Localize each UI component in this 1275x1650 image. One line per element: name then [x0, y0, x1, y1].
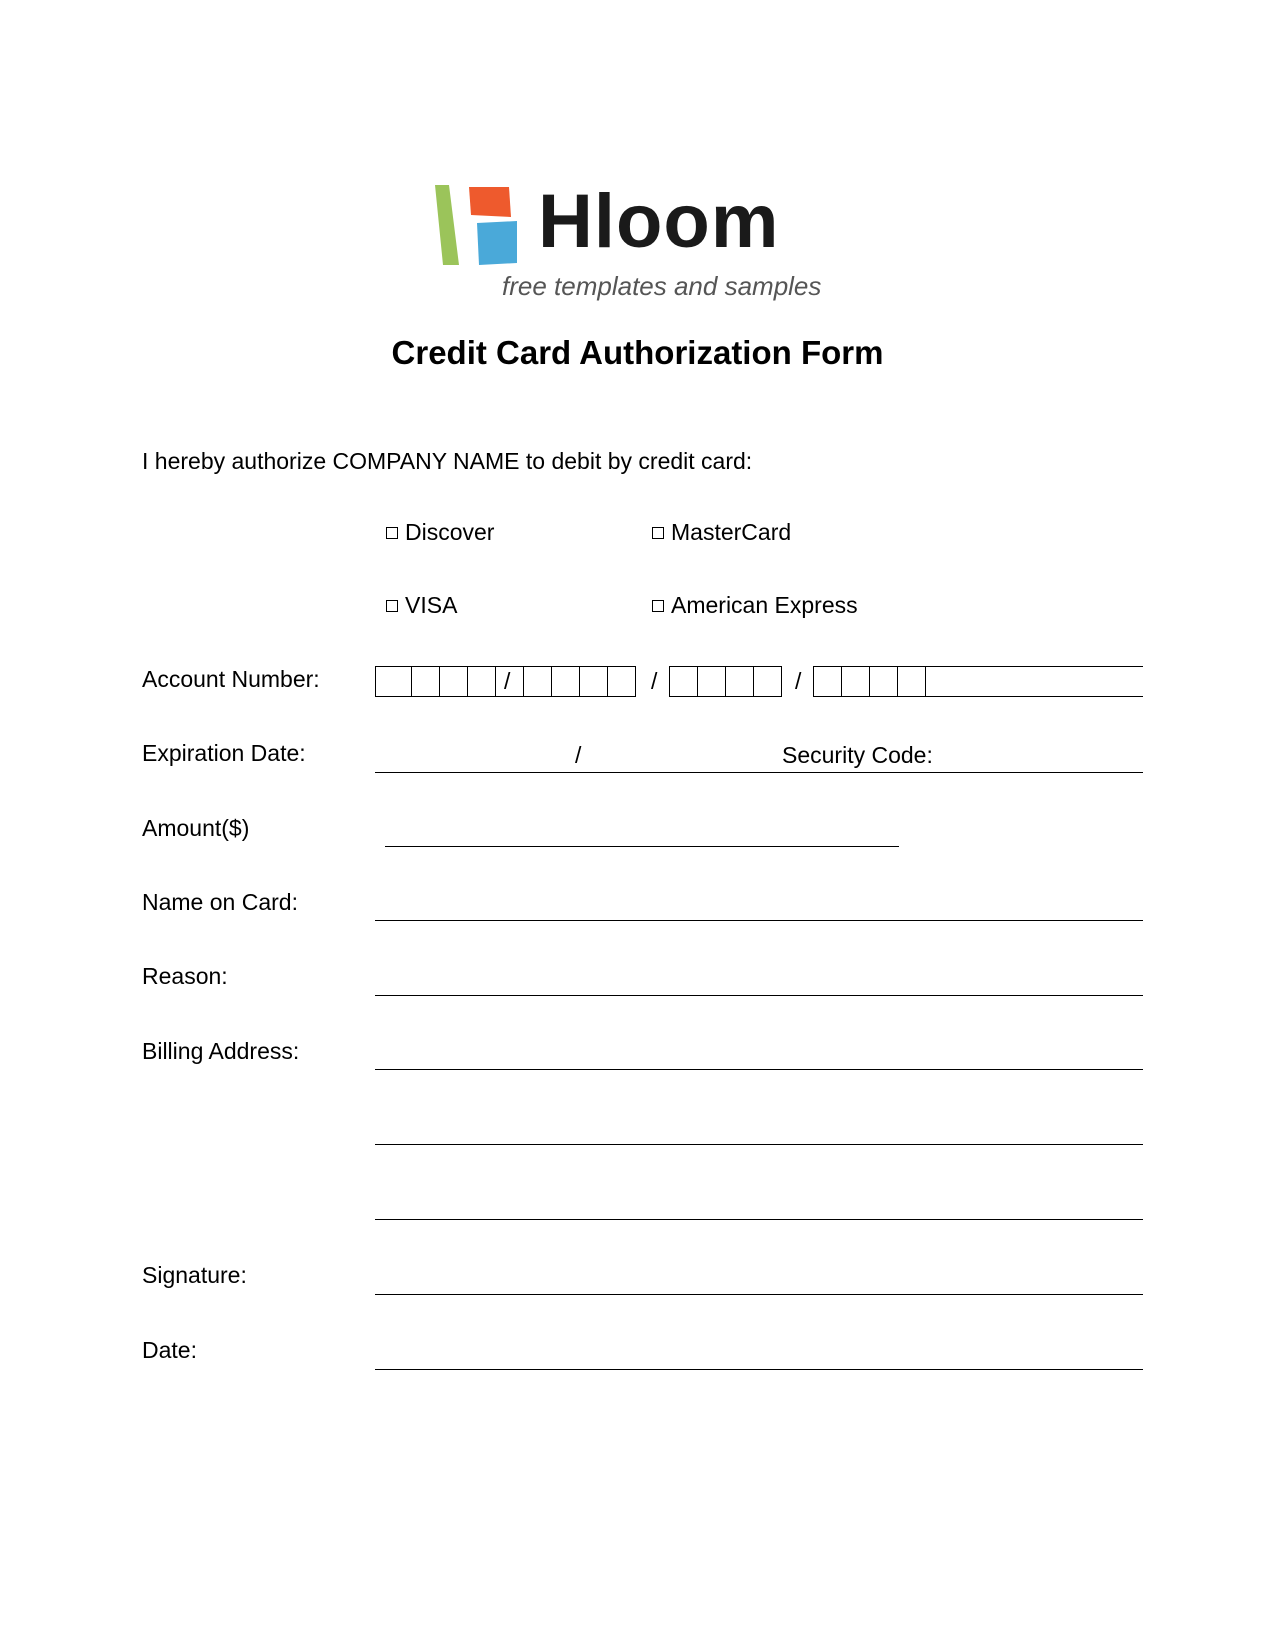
amount-label: Amount($)	[142, 815, 250, 841]
digit-box[interactable]	[579, 666, 608, 697]
reason-label: Reason:	[142, 963, 228, 989]
name-on-card-label: Name on Card:	[142, 889, 298, 915]
option-discover[interactable]	[386, 519, 494, 546]
digit-box[interactable]	[411, 666, 440, 697]
page-title: Credit Card Authorization Form	[391, 334, 884, 371]
billing-address-line-1[interactable]	[375, 1069, 1143, 1070]
checkbox-icon[interactable]	[386, 600, 398, 612]
account-number-bottom-line	[925, 696, 1143, 697]
brand-name: Hloom	[538, 179, 780, 264]
digit-box[interactable]	[725, 666, 754, 697]
expiration-slash: /	[575, 742, 582, 768]
logo-orange-block	[469, 187, 511, 217]
account-number-label: Account Number:	[142, 666, 320, 692]
billing-address-line-3[interactable]	[375, 1219, 1143, 1220]
option-label: Discover	[405, 519, 495, 545]
logo-blue-block	[477, 221, 517, 265]
option-label: American Express	[671, 592, 858, 618]
checkbox-icon[interactable]	[386, 527, 398, 539]
separator-slash: /	[504, 668, 511, 694]
date-label: Date:	[142, 1337, 197, 1363]
option-label: VISA	[405, 592, 458, 618]
digit-box[interactable]	[669, 666, 698, 697]
logo-green-bar	[435, 185, 459, 265]
separator-slash: /	[651, 668, 658, 694]
digit-box[interactable]	[375, 666, 412, 697]
account-number-field[interactable]	[375, 666, 1143, 700]
checkbox-icon[interactable]	[652, 600, 664, 612]
digit-box[interactable]	[523, 666, 552, 697]
separator-slash: /	[795, 668, 802, 694]
digit-box[interactable]	[467, 666, 496, 697]
option-label: MasterCard	[671, 519, 792, 545]
digit-box[interactable]	[753, 666, 782, 697]
authorization-statement: I hereby authorize COMPANY NAME to debit by credit card:	[142, 448, 753, 474]
billing-address-line-2[interactable]	[375, 1144, 1143, 1145]
digit-box[interactable]	[439, 666, 468, 697]
reason-line[interactable]	[375, 995, 1143, 996]
name-on-card-line[interactable]	[375, 920, 1143, 921]
checkbox-icon[interactable]	[652, 527, 664, 539]
option-visa[interactable]	[386, 592, 457, 619]
brand-tagline: free templates and samples	[502, 271, 822, 301]
account-number-top-line	[925, 666, 1143, 667]
option-mastercard[interactable]	[652, 519, 791, 546]
signature-line[interactable]	[375, 1294, 1143, 1295]
digit-box[interactable]	[551, 666, 580, 697]
digit-box[interactable]	[607, 666, 636, 697]
digit-box[interactable]	[841, 666, 870, 697]
amount-line[interactable]	[385, 846, 899, 847]
digit-box[interactable]	[813, 666, 842, 697]
billing-address-label: Billing Address:	[142, 1038, 300, 1064]
digit-box[interactable]	[897, 666, 926, 697]
signature-label: Signature:	[142, 1262, 247, 1288]
expiration-date-label: Expiration Date:	[142, 740, 306, 766]
expiration-date-line[interactable]	[375, 772, 1143, 773]
digit-box[interactable]	[697, 666, 726, 697]
digit-box[interactable]	[869, 666, 898, 697]
date-line[interactable]	[375, 1369, 1143, 1370]
hloom-logo-icon	[433, 183, 523, 268]
option-american-express[interactable]	[652, 592, 858, 619]
security-code-label: Security Code:	[782, 742, 933, 768]
